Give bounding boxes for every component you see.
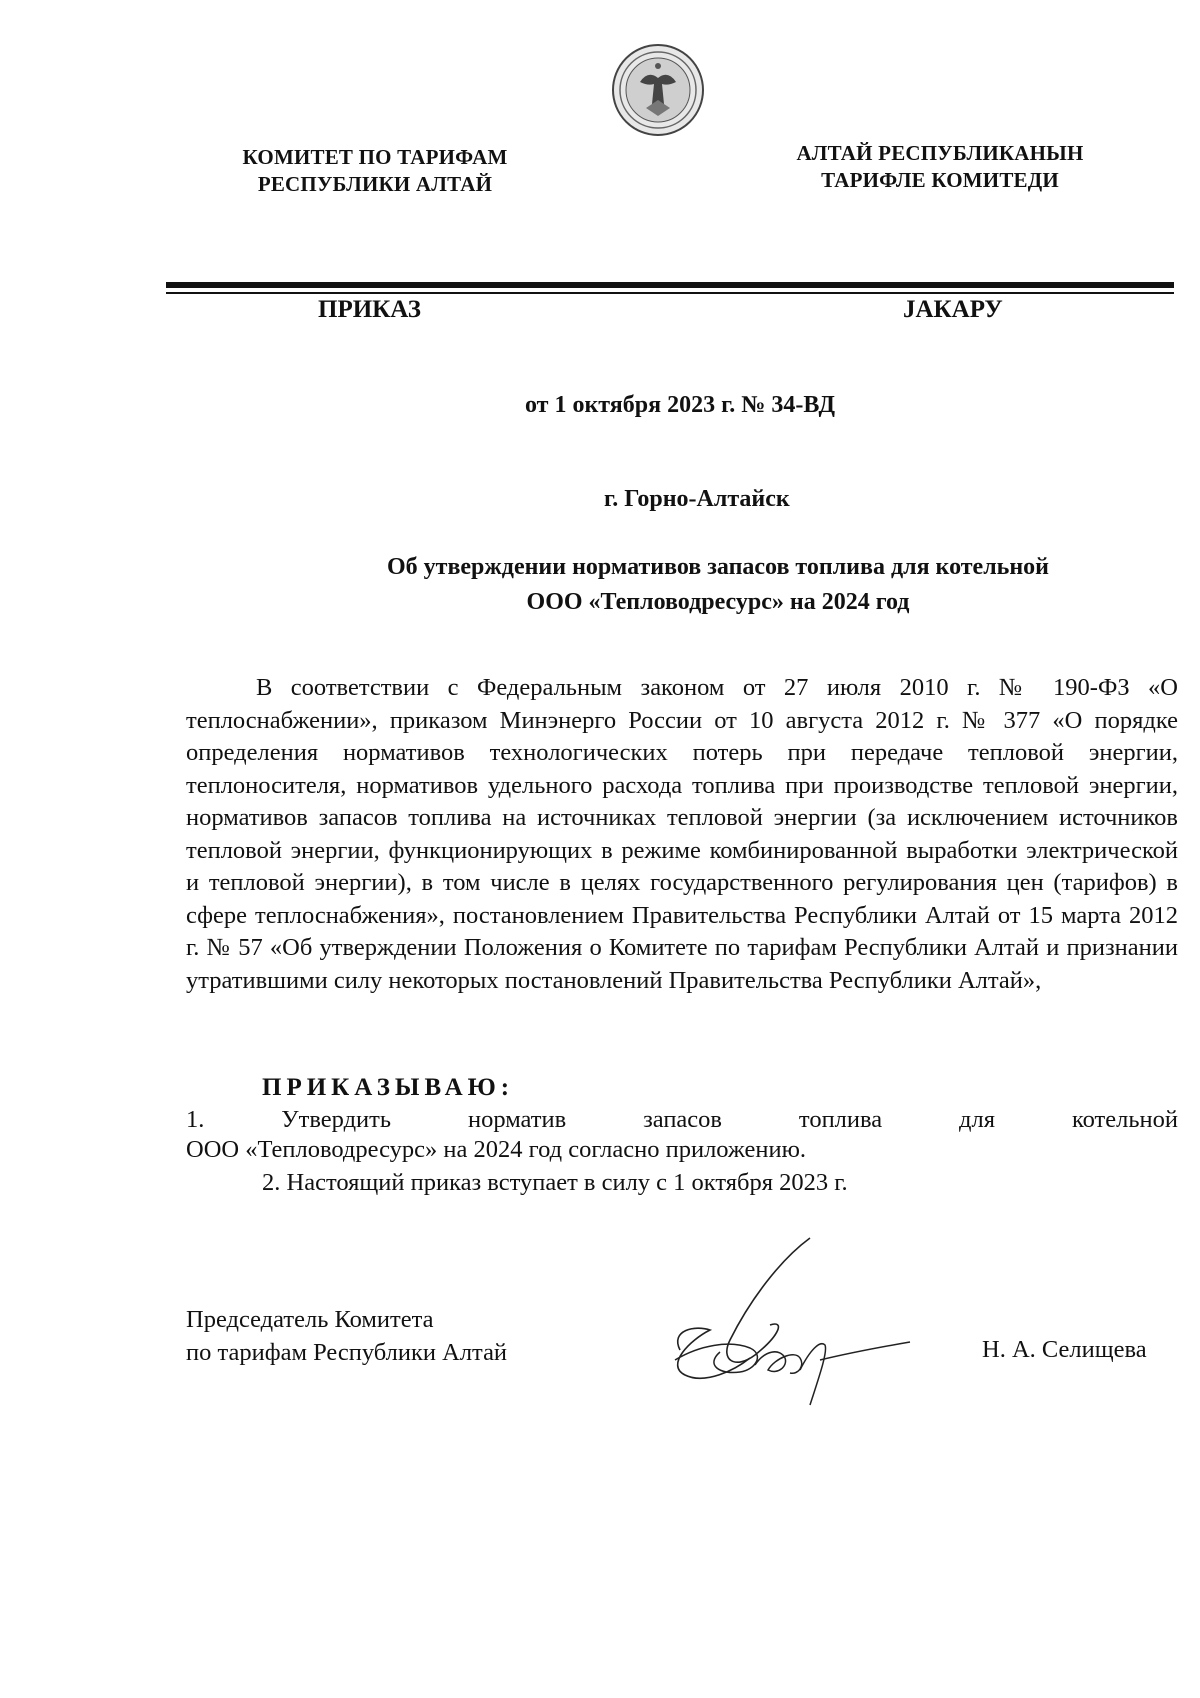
issuer-name-altai <box>790 140 1090 194</box>
directive-item-1-continued: ООО «Тепловодресурс» на 2024 год согласно приложению. <box>186 1136 807 1163</box>
signatory-name: Н. А. Селищева <box>982 1336 1147 1363</box>
order-city: г. Горно-Алтайск <box>604 486 790 512</box>
issuer-line: КОМИТЕТ ПО ТАРИФАМ <box>242 145 508 169</box>
order-title-altai: ЈАКАРУ <box>903 296 1003 323</box>
header-divider-thick <box>166 282 1174 288</box>
signatory-position <box>186 1303 507 1369</box>
order-subject-title <box>300 550 1136 620</box>
directive-item-1: 1. Утвердить норматив запасов топлива для котельной <box>186 1106 1178 1133</box>
issuer-line: РЕСПУБЛИКИ АЛТАЙ <box>257 172 493 196</box>
title-line: ООО «Тепловодресурс» на 2024 год <box>526 589 910 615</box>
preamble-paragraph: В соответствии с Федеральным законом от 27 июля 2010 г. № 190-ФЗ «О теплоснабжении», приказом Минэнерго России от 10 августа 2012 г. № 377 «О порядке определения нормативов технологических потерь при передаче тепловой энергии, теплоносителя, нормативов удельного расхода топлива при производстве тепловой энергии, нормативов запасов топлива на источниках тепловой энергии (за исключением источников тепловой энергии, функционирующих в режиме комбинированной выработки электрической и тепловой энергии), в том числе в целях государственного регулирования цен (тарифов) в сфере теплоснабжения», постановлением Правительства Республики Алтай от 15 марта 2012 г. № 57 «Об утверждении Положения о Комитете по тарифам Республики Алтай и признании утратившими силу некоторых постановлений Правительства Республики Алтай», <box>186 674 1178 994</box>
directive-heading: ПРИКАЗЫВАЮ: <box>262 1074 515 1101</box>
issuer-line: ТАРИФЛЕ КОМИТЕДИ <box>821 168 1059 192</box>
header-divider-thin <box>166 292 1174 294</box>
order-title-russian: ПРИКАЗ <box>318 296 421 323</box>
coat-of-arms-icon <box>610 42 706 138</box>
issuer-line: АЛТАЙ РЕСПУБЛИКАНЫН <box>796 141 1084 165</box>
directive-item-2: 2. Настоящий приказ вступает в силу с 1 октября 2023 г. <box>262 1169 848 1196</box>
issuer-name-russian <box>230 144 520 198</box>
handwritten-signature-icon <box>660 1230 960 1410</box>
position-line: по тарифам Республики Алтай <box>186 1339 508 1366</box>
position-line: Председатель Комитета <box>186 1306 434 1333</box>
title-line: Об утверждении нормативов запасов топлива для котельной <box>386 554 1049 580</box>
order-date-number: от 1 октября 2023 г. № 34-ВД <box>525 392 835 418</box>
